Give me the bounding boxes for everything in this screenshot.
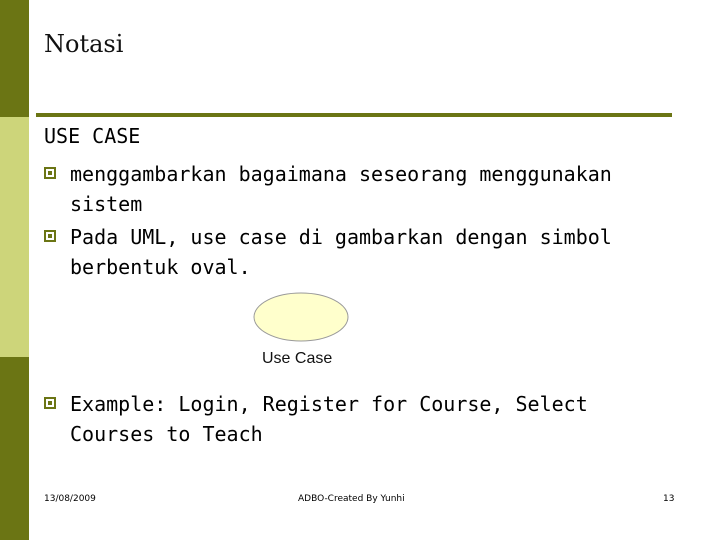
footer-page-number: 13: [663, 494, 675, 504]
bullet-text: Example: Login, Register for Course, Select Courses to Teach: [70, 392, 588, 446]
bullet-item: [44, 222, 670, 282]
bullet-text: Pada UML, use case di gambarkan dengan simbol berbentuk oval.: [70, 225, 612, 279]
section-heading: USE CASE: [44, 124, 141, 148]
bullet-icon: [44, 389, 70, 449]
use-case-ellipse: [252, 291, 350, 343]
bullet-item: [44, 389, 670, 449]
bullet-item: [44, 159, 670, 219]
use-case-label: Use Case: [262, 350, 333, 367]
side-bar-middle: [0, 117, 29, 357]
title-divider: [36, 113, 672, 117]
footer-credit: ADBO-Created By Yunhi: [298, 494, 405, 504]
side-bar-top: [0, 0, 29, 117]
footer-date: 13/08/2009: [44, 494, 96, 504]
side-bar-bottom: [0, 357, 29, 540]
slide-title: Notasi: [44, 30, 124, 58]
bullet-icon: [44, 159, 70, 219]
bullet-text: menggambarkan bagaimana seseorang menggunakan sistem: [70, 162, 612, 216]
bullet-icon: [44, 222, 70, 282]
